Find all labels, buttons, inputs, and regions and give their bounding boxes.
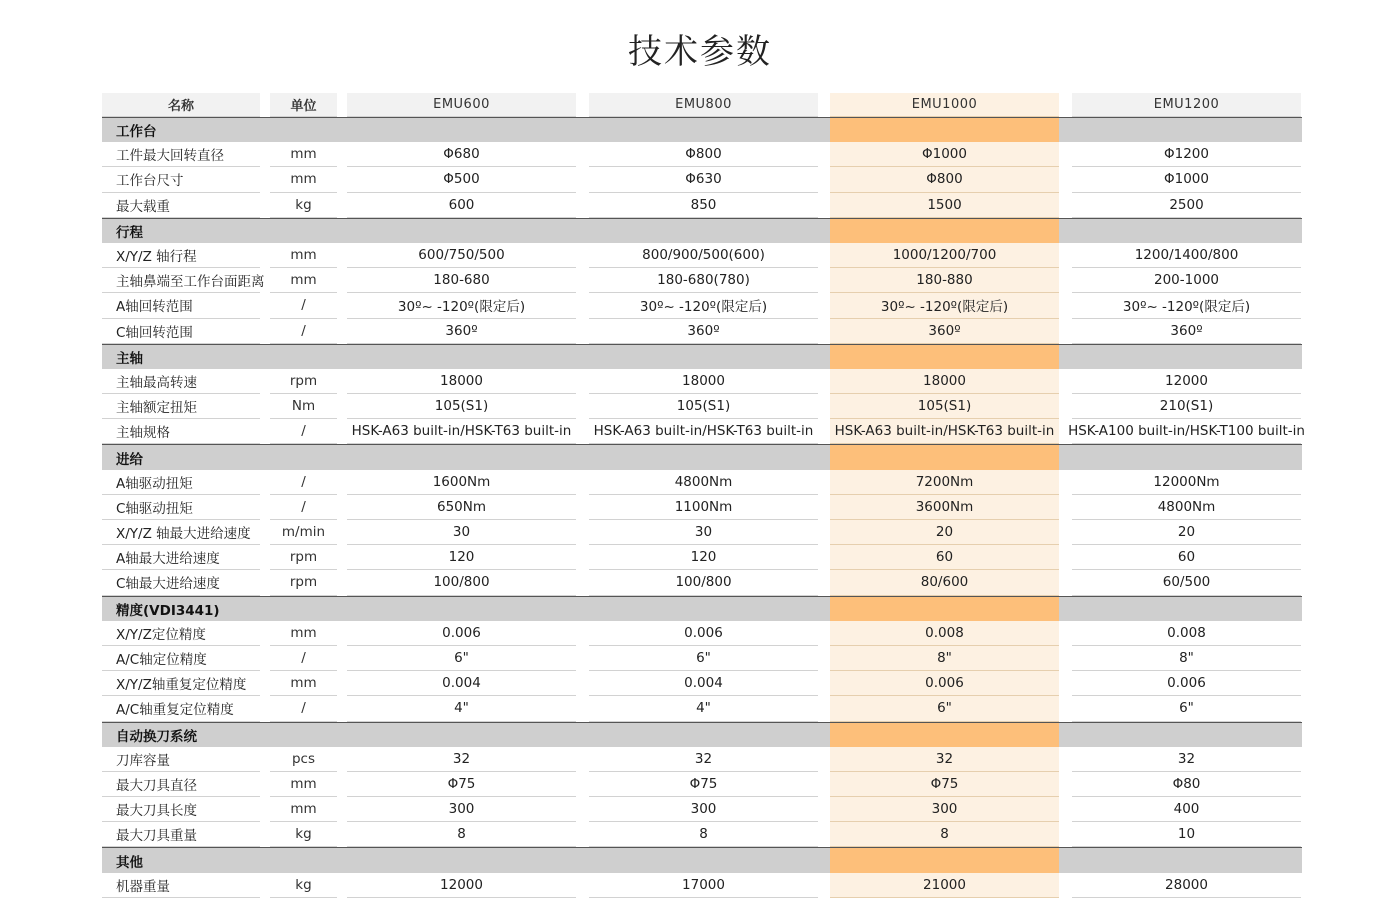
table-row	[102, 419, 1305, 444]
model-emu800-cell: 30	[589, 520, 818, 545]
model-emu600-cell: 600/750/500	[347, 243, 576, 268]
model-emu800-cell: 800/900/500(600)	[589, 243, 818, 268]
table-row	[102, 696, 1302, 721]
param-name-cell: A轴最大进给速度	[102, 545, 260, 570]
model-emu800-cell: 30º~ -120º(限定后)	[589, 293, 818, 318]
model-emu600-cell: 30	[347, 520, 576, 545]
table-row	[102, 545, 1302, 570]
model-emu800-cell: 4800Nm	[589, 470, 818, 495]
unit-cell: rpm	[270, 369, 337, 394]
unit-cell: rpm	[270, 570, 337, 595]
section-filler-cell	[270, 848, 337, 872]
header-unit: 单位	[270, 93, 337, 117]
unit-cell: /	[270, 319, 337, 344]
unit-cell: Nm	[270, 394, 337, 419]
spec-table	[102, 93, 1305, 898]
model-emu800-cell: 120	[589, 545, 818, 570]
model-emu1000-cell: 105(S1)	[830, 394, 1059, 419]
param-name-cell: 最大刀具长度	[102, 797, 260, 822]
model-emu1000-cell: 360º	[830, 319, 1059, 344]
model-emu1200-cell: 210(S1)	[1072, 394, 1301, 419]
section-header-row	[102, 218, 1302, 243]
unit-cell: /	[270, 419, 337, 444]
model-emu1200-cell: 32	[1072, 747, 1301, 772]
section-filler-cell	[270, 345, 337, 369]
model-emu600-cell: 6"	[347, 646, 576, 671]
table-row	[102, 646, 1302, 671]
model-emu1000-cell: Φ75	[830, 772, 1059, 797]
unit-cell: mm	[270, 772, 337, 797]
model-emu800-cell: Φ75	[589, 772, 818, 797]
unit-cell: mm	[270, 671, 337, 696]
unit-cell: mm	[270, 142, 337, 167]
section-title: 精度(VDI3441)	[116, 602, 220, 619]
section-filler-cell	[1072, 597, 1301, 621]
table-row	[102, 243, 1302, 268]
section-filler-cell	[347, 597, 576, 621]
model-emu1000-cell: 32	[830, 747, 1059, 772]
param-name-cell: A/C轴定位精度	[102, 646, 260, 671]
model-emu1000-cell: 20	[830, 520, 1059, 545]
model-emu1200-cell: 200-1000	[1072, 268, 1301, 293]
model-emu600-cell: 0.004	[347, 671, 576, 696]
model-emu1000-cell: 6"	[830, 696, 1059, 721]
model-emu1200-cell: HSK-A100 built-in/HSK-T100 built-in	[1072, 419, 1301, 444]
model-emu600-cell: Φ75	[347, 772, 576, 797]
section-filler-cell	[589, 445, 818, 469]
model-emu600-cell: 100/800	[347, 570, 576, 595]
model-emu1200-cell: 8"	[1072, 646, 1301, 671]
table-row	[102, 570, 1302, 595]
table-row	[102, 167, 1302, 192]
section-filler-cell	[347, 445, 576, 469]
unit-cell: /	[270, 293, 337, 318]
unit-cell: mm	[270, 167, 337, 192]
param-name-cell: X/Y/Z 轴最大进给速度	[102, 520, 260, 545]
unit-cell: /	[270, 696, 337, 721]
section-filler-cell	[1072, 848, 1301, 872]
model-emu600-cell: 300	[347, 797, 576, 822]
model-emu600-cell: Φ680	[347, 142, 576, 167]
model-emu600-cell: 30º~ -120º(限定后)	[347, 293, 576, 318]
param-name-cell: A/C轴重复定位精度	[102, 696, 260, 721]
model-emu600-cell: 4"	[347, 696, 576, 721]
section-filler-cell	[270, 723, 337, 747]
unit-cell: mm	[270, 621, 337, 646]
table-row	[102, 369, 1302, 394]
section-filler-cell	[830, 723, 1059, 747]
param-name-cell: 主轴规格	[102, 419, 260, 444]
model-emu600-cell: 120	[347, 545, 576, 570]
model-emu800-cell: 850	[589, 193, 818, 218]
table-row	[102, 394, 1302, 419]
unit-cell: mm	[270, 243, 337, 268]
table-header-row	[102, 93, 1302, 117]
model-emu1200-cell: 60/500	[1072, 570, 1301, 595]
param-name-cell: 最大刀具重量	[102, 822, 260, 847]
param-name-cell: A轴回转范围	[102, 293, 260, 318]
section-title: 其他	[116, 854, 143, 871]
section-filler-cell	[830, 445, 1059, 469]
table-row	[102, 495, 1302, 520]
model-emu800-cell: HSK-A63 built-in/HSK-T63 built-in	[589, 419, 818, 444]
section-filler-cell	[347, 219, 576, 243]
model-emu1000-cell: HSK-A63 built-in/HSK-T63 built-in	[830, 419, 1059, 444]
section-header-row	[102, 344, 1302, 369]
section-filler-cell	[1072, 219, 1301, 243]
model-emu600-cell: 8	[347, 822, 576, 847]
section-title: 工作台	[116, 124, 157, 141]
section-filler-cell	[589, 597, 818, 621]
model-emu1000-cell: 8	[830, 822, 1059, 847]
model-emu600-cell: Φ500	[347, 167, 576, 192]
unit-cell: /	[270, 470, 337, 495]
model-emu1200-cell: 1200/1400/800	[1072, 243, 1301, 268]
section-filler-cell	[830, 118, 1059, 142]
section-filler-cell	[589, 848, 818, 872]
param-name-cell: 工作台尺寸	[102, 167, 260, 192]
model-emu800-cell: 18000	[589, 369, 818, 394]
section-filler-cell	[589, 723, 818, 747]
model-emu800-cell: 4"	[589, 696, 818, 721]
section-title: 进给	[116, 451, 143, 468]
model-emu800-cell: Φ800	[589, 142, 818, 167]
section-filler-cell	[1072, 345, 1301, 369]
model-emu800-cell: 105(S1)	[589, 394, 818, 419]
section-title: 行程	[116, 224, 143, 241]
section-filler-cell	[830, 219, 1059, 243]
model-emu600-cell: 0.006	[347, 621, 576, 646]
header-model-emu1000: EMU1000	[830, 93, 1059, 117]
header-param-name: 名称	[102, 93, 260, 117]
model-emu800-cell: 32	[589, 747, 818, 772]
param-name-cell: 主轴鼻端至工作台面距离	[102, 268, 260, 293]
model-emu1000-cell: 80/600	[830, 570, 1059, 595]
model-emu1000-cell: 8"	[830, 646, 1059, 671]
model-emu1000-cell: 0.006	[830, 671, 1059, 696]
section-header-row	[102, 722, 1302, 747]
header-model-emu600: EMU600	[347, 93, 576, 117]
table-row	[102, 142, 1302, 167]
section-header-row	[102, 444, 1302, 469]
model-emu800-cell: 1100Nm	[589, 495, 818, 520]
model-emu800-cell: 0.004	[589, 671, 818, 696]
unit-cell: /	[270, 646, 337, 671]
model-emu1000-cell: 0.008	[830, 621, 1059, 646]
param-name-cell: X/Y/Z定位精度	[102, 621, 260, 646]
model-emu1000-cell: 1000/1200/700	[830, 243, 1059, 268]
model-emu600-cell: 105(S1)	[347, 394, 576, 419]
section-filler-cell	[589, 219, 818, 243]
model-emu800-cell: 360º	[589, 319, 818, 344]
model-emu600-cell: 360º	[347, 319, 576, 344]
model-emu1200-cell: 0.008	[1072, 621, 1301, 646]
model-emu1200-cell: 60	[1072, 545, 1301, 570]
section-filler-cell	[347, 345, 576, 369]
section-filler-cell	[1072, 118, 1301, 142]
model-emu1200-cell: 400	[1072, 797, 1301, 822]
model-emu600-cell: 1600Nm	[347, 470, 576, 495]
model-emu1200-cell: 4800Nm	[1072, 495, 1301, 520]
model-emu1200-cell: 0.006	[1072, 671, 1301, 696]
table-row	[102, 193, 1302, 218]
table-row	[102, 873, 1302, 898]
param-name-cell: C轴回转范围	[102, 319, 260, 344]
param-name-cell: X/Y/Z 轴行程	[102, 243, 260, 268]
model-emu1000-cell: 1500	[830, 193, 1059, 218]
section-filler-cell	[270, 118, 337, 142]
model-emu1000-cell: 18000	[830, 369, 1059, 394]
model-emu1000-cell: Φ800	[830, 167, 1059, 192]
model-emu600-cell: 12000	[347, 873, 576, 898]
param-name-cell: 主轴额定扭矩	[102, 394, 260, 419]
param-name-cell: A轴驱动扭矩	[102, 470, 260, 495]
model-emu800-cell: 8	[589, 822, 818, 847]
unit-cell: pcs	[270, 747, 337, 772]
param-name-cell: 主轴最高转速	[102, 369, 260, 394]
model-emu1200-cell: Φ1200	[1072, 142, 1301, 167]
section-filler-cell	[270, 597, 337, 621]
model-emu1000-cell: 7200Nm	[830, 470, 1059, 495]
header-model-emu1200: EMU1200	[1072, 93, 1301, 117]
model-emu1200-cell: 2500	[1072, 193, 1301, 218]
table-row	[102, 268, 1302, 293]
section-header-row	[102, 847, 1302, 872]
model-emu600-cell: HSK-A63 built-in/HSK-T63 built-in	[347, 419, 576, 444]
table-row	[102, 293, 1302, 318]
model-emu1200-cell: Φ1000	[1072, 167, 1301, 192]
section-filler-cell	[830, 597, 1059, 621]
unit-cell: kg	[270, 193, 337, 218]
section-filler-cell	[1072, 723, 1301, 747]
table-row	[102, 747, 1302, 772]
unit-cell: /	[270, 495, 337, 520]
unit-cell: m/min	[270, 520, 337, 545]
model-emu1200-cell: 6"	[1072, 696, 1301, 721]
section-filler-cell	[589, 118, 818, 142]
model-emu600-cell: 18000	[347, 369, 576, 394]
model-emu1000-cell: 3600Nm	[830, 495, 1059, 520]
section-filler-cell	[347, 118, 576, 142]
section-title: 主轴	[116, 350, 143, 367]
model-emu800-cell: 0.006	[589, 621, 818, 646]
table-row	[102, 772, 1302, 797]
model-emu600-cell: 650Nm	[347, 495, 576, 520]
model-emu800-cell: 100/800	[589, 570, 818, 595]
param-name-cell: X/Y/Z轴重复定位精度	[102, 671, 260, 696]
section-title: 自动换刀系统	[116, 728, 197, 745]
model-emu1000-cell: Φ1000	[830, 142, 1059, 167]
section-header-row	[102, 117, 1302, 142]
unit-cell: kg	[270, 873, 337, 898]
model-emu800-cell: 300	[589, 797, 818, 822]
param-name-cell: C轴最大进给速度	[102, 570, 260, 595]
page-title: 技术参数	[628, 32, 772, 72]
unit-cell: kg	[270, 822, 337, 847]
param-name-cell: 工件最大回转直径	[102, 142, 260, 167]
table-row	[102, 319, 1302, 344]
model-emu1200-cell: Φ80	[1072, 772, 1301, 797]
model-emu600-cell: 600	[347, 193, 576, 218]
table-row	[102, 470, 1302, 495]
section-filler-cell	[589, 345, 818, 369]
model-emu1200-cell: 12000	[1072, 369, 1301, 394]
param-name-cell: 最大刀具直径	[102, 772, 260, 797]
table-row	[102, 520, 1302, 545]
model-emu1000-cell: 300	[830, 797, 1059, 822]
table-row	[102, 671, 1302, 696]
header-model-emu800: EMU800	[589, 93, 818, 117]
model-emu600-cell: 180-680	[347, 268, 576, 293]
section-filler-cell	[830, 345, 1059, 369]
unit-cell: mm	[270, 268, 337, 293]
model-emu1200-cell: 28000	[1072, 873, 1301, 898]
model-emu800-cell: 180-680(780)	[589, 268, 818, 293]
model-emu1000-cell: 21000	[830, 873, 1059, 898]
table-row	[102, 797, 1302, 822]
model-emu1200-cell: 12000Nm	[1072, 470, 1301, 495]
model-emu1200-cell: 20	[1072, 520, 1301, 545]
section-filler-cell	[830, 848, 1059, 872]
param-name-cell: C轴驱动扭矩	[102, 495, 260, 520]
table-row	[102, 621, 1302, 646]
param-name-cell: 最大载重	[102, 193, 260, 218]
model-emu800-cell: 6"	[589, 646, 818, 671]
section-filler-cell	[270, 445, 337, 469]
section-filler-cell	[1072, 445, 1301, 469]
model-emu1200-cell: 10	[1072, 822, 1301, 847]
unit-cell: mm	[270, 797, 337, 822]
model-emu600-cell: 32	[347, 747, 576, 772]
model-emu1000-cell: 30º~ -120º(限定后)	[830, 293, 1059, 318]
model-emu1000-cell: 180-880	[830, 268, 1059, 293]
model-emu800-cell: 17000	[589, 873, 818, 898]
section-filler-cell	[347, 848, 576, 872]
param-name-cell: 刀库容量	[102, 747, 260, 772]
table-row	[102, 822, 1302, 847]
section-filler-cell	[270, 219, 337, 243]
model-emu1200-cell: 30º~ -120º(限定后)	[1072, 293, 1301, 318]
model-emu1000-cell: 60	[830, 545, 1059, 570]
model-emu800-cell: Φ630	[589, 167, 818, 192]
model-emu1200-cell: 360º	[1072, 319, 1301, 344]
section-header-row	[102, 596, 1302, 621]
param-name-cell: 机器重量	[102, 873, 260, 898]
unit-cell: rpm	[270, 545, 337, 570]
section-filler-cell	[347, 723, 576, 747]
